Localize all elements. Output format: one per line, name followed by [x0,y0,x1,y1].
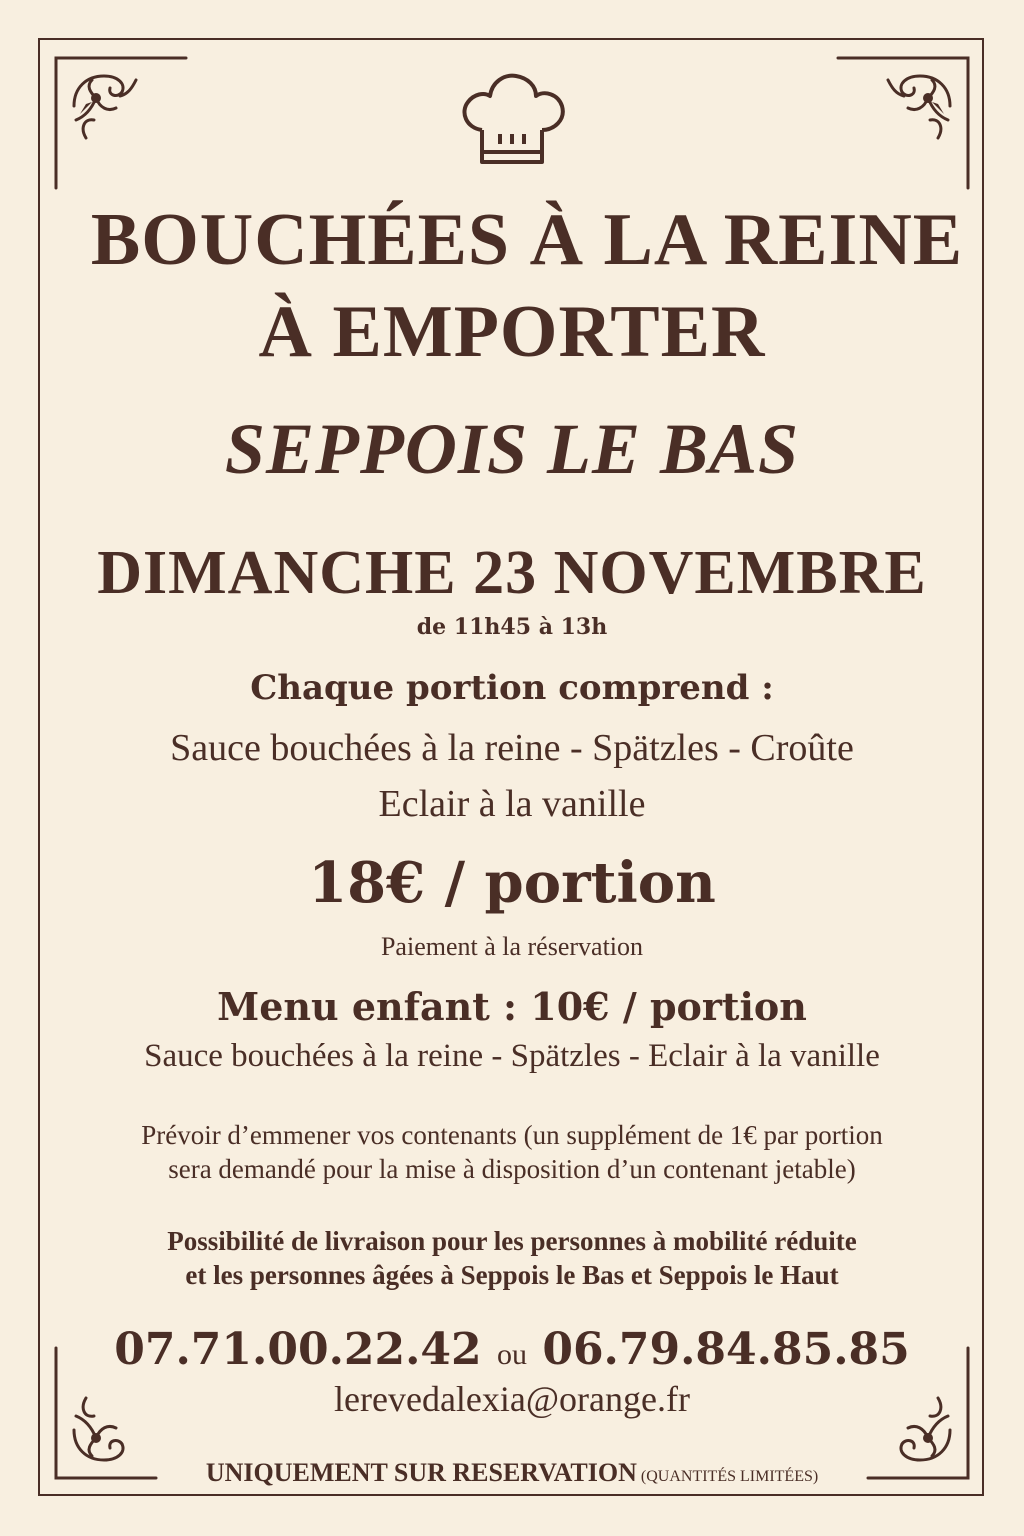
portion-items-line-2: Eclair à la vanille [378,783,646,825]
portion-price: 18€ / portion [308,850,716,916]
reservation-only: UNIQUEMENT SUR RESERVATION [205,1458,637,1487]
email-address[interactable]: lerevedalexia@orange.fr [334,1379,690,1419]
portion-items-line-1: Sauce bouchées à la reine - Spätzles - Croûte [170,727,854,769]
kids-menu-heading: Menu enfant : 10€ / portion [217,984,807,1029]
kids-menu-items: Sauce bouchées à la reine - Spätzles - Eclair à la vanille [144,1038,880,1074]
containers-note-line-2: sera demandé pour la mise à disposition d’un contenant jetable) [168,1154,856,1184]
title-line-1: BOUCHÉES À LA REINE [90,199,964,281]
phone-numbers [0,1324,1024,1375]
event-date: DIMANCHE 23 NOVEMBRE [97,539,927,607]
town-name: SEPPOIS LE BAS [224,409,800,489]
phone-1[interactable]: 07.71.00.22.42 [114,1324,482,1375]
portion-heading: Chaque portion comprend : [250,668,774,708]
limited-quantities: (QUANTITÉS LIMITÉES) [640,1468,819,1485]
event-hours: de 11h45 à 13h [416,614,608,640]
flourish-ornament-icon [56,58,186,188]
chef-hat-icon [458,68,566,172]
footer-notice [0,1458,1024,1488]
containers-note-line-1: Prévoir d’emmener vos contenants (un supplément de 1€ par portion [141,1120,883,1150]
corner-ornament-top-left [56,58,186,188]
title-line-2: À EMPORTER [258,291,766,373]
phone-2[interactable]: 06.79.84.85.85 [542,1324,910,1375]
corner-ornament-top-right [838,58,968,188]
delivery-note-line-2: et les personnes âgées à Seppois le Bas et Seppois le Haut [185,1260,839,1290]
phone-separator: ou [497,1338,527,1371]
delivery-note-line-1: Possibilité de livraison pour les personnes à mobilité réduite [167,1226,857,1256]
payment-note: Paiement à la réservation [380,932,644,961]
flourish-ornament-icon [838,58,968,188]
